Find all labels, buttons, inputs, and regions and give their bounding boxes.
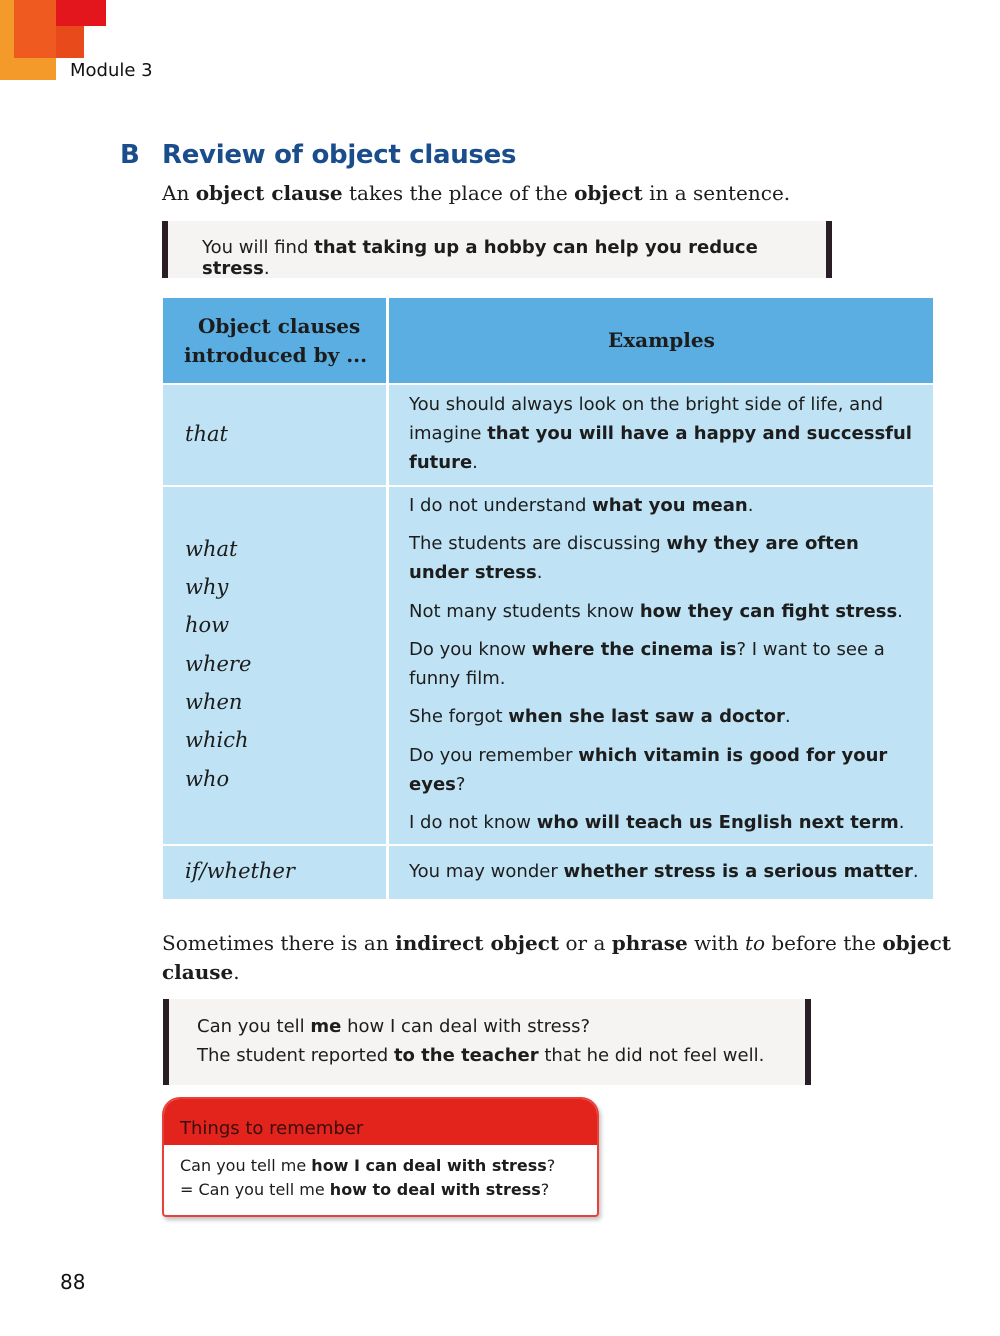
remember-title: Things to remember — [180, 1118, 364, 1139]
example-line: eyes? — [409, 774, 466, 795]
table-header-left — [163, 298, 386, 383]
example-line: future. — [409, 452, 478, 473]
example-line: I do not understand what you mean. — [409, 495, 754, 516]
things-to-remember-box — [162, 1097, 599, 1217]
example-box — [162, 221, 832, 278]
remember-line: Can you tell me how I can deal with stress? — [180, 1156, 556, 1175]
example-line: under stress. — [409, 562, 543, 583]
object-clause-table — [163, 298, 933, 899]
keyword-what: what — [185, 537, 238, 561]
example-box — [163, 999, 811, 1085]
example-line: I do not know who will teach us English next term. — [409, 812, 905, 833]
example-line: She forgot when she last saw a doctor. — [409, 706, 791, 727]
corner-decoration — [56, 26, 84, 58]
example-line: Do you remember which vitamin is good for your — [409, 745, 888, 766]
keyword-when: when — [185, 690, 243, 714]
corner-decoration — [56, 0, 106, 26]
header-left-line-1: Object clauses — [198, 314, 361, 338]
remember-line: = Can you tell me how to deal with stress? — [180, 1180, 550, 1199]
example-line: Not many students know how they can fight stress. — [409, 601, 903, 622]
example-line: You should always look on the bright side of life, and — [409, 394, 884, 415]
page-number: 88 — [60, 1270, 86, 1294]
example-line: Do you know where the cinema is? I want to see a — [409, 639, 885, 660]
example-sentence: Can you tell me how I can deal with stress? — [197, 1016, 591, 1037]
example-line: The students are discussing why they are often — [409, 533, 859, 554]
example-sentence: You will find that taking up a hobby can help you reduce stress. — [202, 237, 758, 279]
example-line: imagine that you will have a happy and successful — [409, 423, 912, 444]
header-left-line-2: introduced by ... — [184, 343, 368, 367]
keyword-where: where — [185, 652, 252, 676]
keyword-which: which — [185, 728, 249, 752]
example-line: funny film. — [409, 668, 506, 689]
section-letter: B — [120, 140, 140, 170]
keyword-how: how — [185, 613, 230, 637]
paragraph-line-1: Sometimes there is an indirect object or a phrase with to before the object — [162, 931, 952, 955]
header-examples: Examples — [608, 328, 715, 352]
keyword-who: who — [185, 767, 230, 791]
section-title: Review of object clauses — [162, 140, 517, 170]
column-divider — [386, 298, 389, 899]
remember-header — [164, 1099, 597, 1145]
section-intro: An object clause takes the place of the object in a sentence. — [162, 181, 791, 205]
example-sentence: The student reported to the teacher that he did not feel well. — [197, 1045, 765, 1066]
module-label: Module 3 — [70, 60, 153, 81]
keyword-if-whether: if/whether — [185, 859, 295, 883]
row-divider — [163, 383, 933, 385]
keyword-that: that — [185, 422, 228, 446]
table-header-right — [389, 298, 933, 383]
keyword-why: why — [185, 575, 229, 599]
row-divider — [163, 485, 933, 487]
row-divider — [163, 844, 933, 846]
paragraph-line-2: clause. — [162, 960, 240, 984]
example-line: You may wonder whether stress is a serious matter. — [409, 861, 919, 882]
